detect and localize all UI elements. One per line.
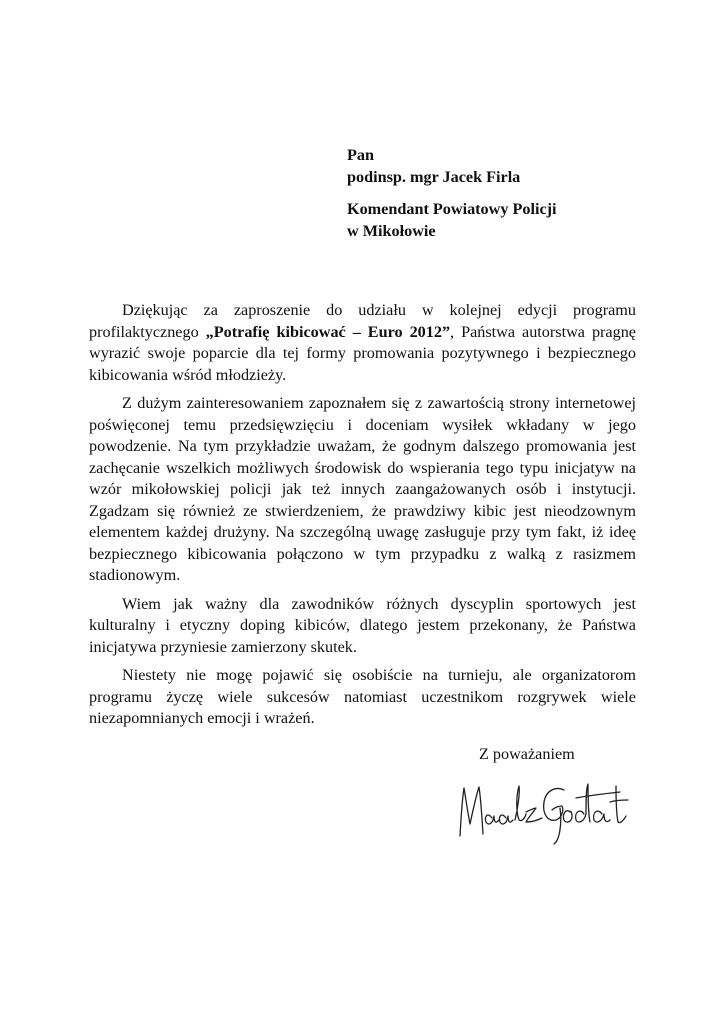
paragraph-2: Z dużym zainteresowaniem zapoznałem się z zawartością strony internetowej poświęconej temu przedsięwzięciu i doceniam wysiłek wkładany w jego powodzenie. Na tym przykładzie uważam, że godnym dalszego promowania jest zachęcanie wszelkich możliwych środowisk do wspierania tego typu inicjatyw na wzór mikołowskiej policji jak też innych zaangażowanych osób i instytucji. Zgadzam się również ze stwierdzeniem, że prawdziwy kibic jest nieodzownym elementem każdej drużyny. Na szczególną uwagę zasługuje przy tym fakt, iż ideę bezpiecznego kibicowania połączono w tym przypadku z walką z rasizmem stadionowym. — [89, 394, 636, 584]
program-name: „Potrafię kibicować – Euro 2012” — [205, 322, 451, 341]
recipient-salutation: Pan — [347, 146, 374, 164]
paragraph-1-start: Dziękując za zaproszenie do udziału w kolejnej edycji programu profilaktycznego — [89, 301, 636, 341]
recipient-location: w Mikołowie — [347, 222, 436, 240]
paragraph-1-end: , Państwa autorstwa pragnę wyrazić swoje poparcie dla tej formy promowania pozytywnego i bezpiecznego kibicowania wśród młodzieży. — [89, 322, 636, 384]
paragraph-1 — [89, 300, 636, 386]
recipient-name: podinsp. mgr Jacek Firla — [347, 168, 521, 186]
paragraph-4: Niestety nie mogę pojawić się osobiście na turnieju, ale organizatorom programu życzę wiele sukcesów natomiast uczestnikom rozgrywek wiele niezapomnianych emocji i wrażeń. — [89, 666, 636, 727]
closing-phrase: Z poważaniem — [479, 745, 575, 763]
recipient-block — [347, 144, 557, 242]
recipient-title: Komendant Powiatowy Policji — [347, 200, 557, 218]
signature-icon — [452, 778, 632, 848]
letter-body — [89, 300, 636, 737]
paragraph-3: Wiem jak ważny dla zawodników różnych dyscyplin sportowych jest kulturalny i etyczny doping kibiców, dlatego jestem przekonany, że Państwa inicjatywa przyniesie zamierzony skutek. — [89, 594, 636, 656]
recipient-gap — [347, 188, 557, 198]
